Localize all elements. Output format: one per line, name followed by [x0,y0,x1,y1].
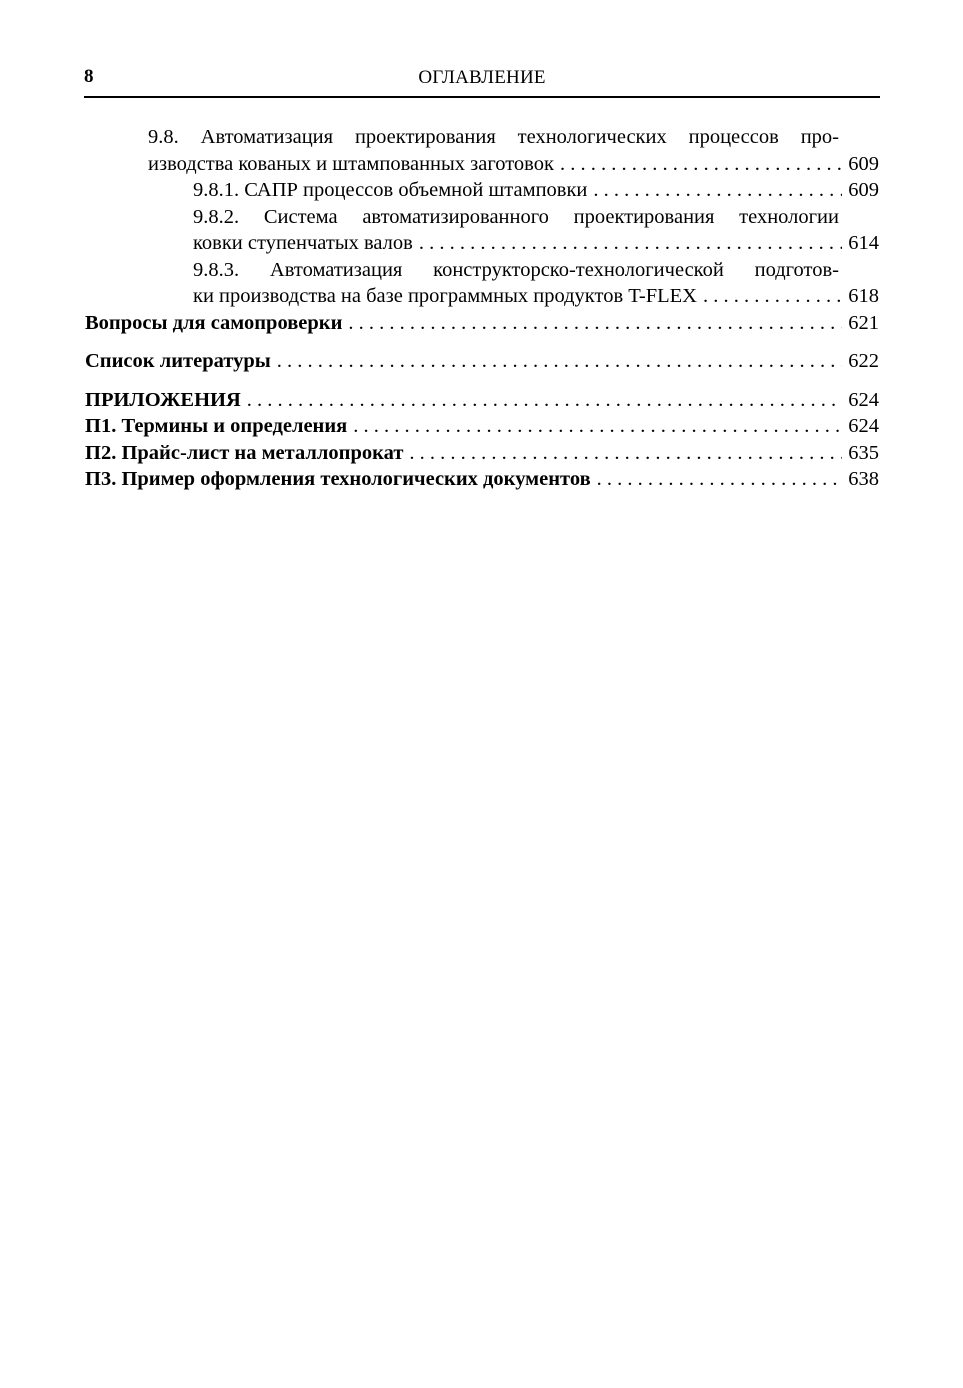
page-header [84,62,880,98]
toc-entry-appendices[interactable] [85,387,879,414]
toc-entry-self-check-questions[interactable] [85,310,879,337]
toc-entry-9-8[interactable] [85,124,879,177]
toc-entry-last-line [193,283,879,310]
toc-leader-dots [348,310,842,337]
toc-page-number: 621 [848,311,879,334]
toc-entry-last-line [85,466,879,493]
toc-entry-title: П3. Пример оформления технологических документов [85,468,591,490]
toc-leader-dots [703,283,842,310]
toc-entry-title: ковки ступенчатых валов [193,232,413,254]
toc-page-number: 609 [848,152,879,175]
toc-page-number: 609 [848,179,879,201]
toc-entry-9-8-1[interactable] [85,177,879,204]
toc-entry-title: ПРИЛОЖЕНИЯ [85,388,241,411]
toc-entry-text: 9.8.3. Автоматизация конструкторско-технологической подготов- [193,258,839,281]
toc-entry-title: Список литературы [85,350,271,372]
toc-page-number: 614 [848,232,879,254]
toc-entry-title: П2. Прайс-лист на металлопрокат [85,441,404,464]
toc-entry-appendix-1[interactable] [85,413,879,440]
toc-leader-dots [593,177,842,204]
toc-entry-9-8-2[interactable] [85,204,879,257]
toc-leader-dots [353,413,842,440]
toc-entry-last-line [85,348,879,375]
toc-entry-appendix-3[interactable] [85,466,879,493]
toc-leader-dots [247,387,842,414]
toc-page-number: 618 [848,285,879,307]
toc-leader-dots [560,151,842,178]
toc-entry-text: 9.8.2. Система автоматизированного проектирования технологии [193,205,839,228]
toc-entry-bibliography[interactable] [85,348,879,375]
toc-page-number: 624 [848,415,879,437]
toc-entry-last-line [85,387,879,414]
toc-entry-last-line [85,310,879,337]
toc-entry-title: 9.8.1. САПР процессов объемной штамповки [193,179,588,201]
running-title: ОГЛАВЛЕНИЕ [418,67,546,88]
toc-entry-appendix-2[interactable] [85,440,879,467]
toc-leader-dots [409,440,842,467]
toc-entry-last-line [193,177,879,204]
table-of-contents [85,124,879,493]
toc-leader-dots [277,348,842,375]
toc-entry-title: П1. Термины и определения [85,415,348,437]
toc-entry-last-line [85,413,879,440]
toc-page-number: 622 [848,350,879,372]
toc-page-number: 624 [848,388,879,411]
toc-entry-title: ки производства на базе программных продуктов T-FLEX [193,285,697,307]
toc-entry-title: изводства кованых и штампованных заготовок [148,152,554,175]
toc-entry-title: Вопросы для самопроверки [85,311,343,334]
toc-entry-last-line [148,151,879,178]
toc-entry-last-line [193,230,879,257]
toc-page-number: 635 [848,441,879,464]
toc-leader-dots [597,466,843,493]
page-number: 8 [84,66,94,87]
toc-leader-dots [419,230,842,257]
toc-entry-9-8-3[interactable] [85,257,879,310]
toc-entry-text: 9.8. Автоматизация проектирования технологических процессов про- [148,126,839,148]
toc-page-number: 638 [848,468,879,490]
toc-entry-last-line [85,440,879,467]
